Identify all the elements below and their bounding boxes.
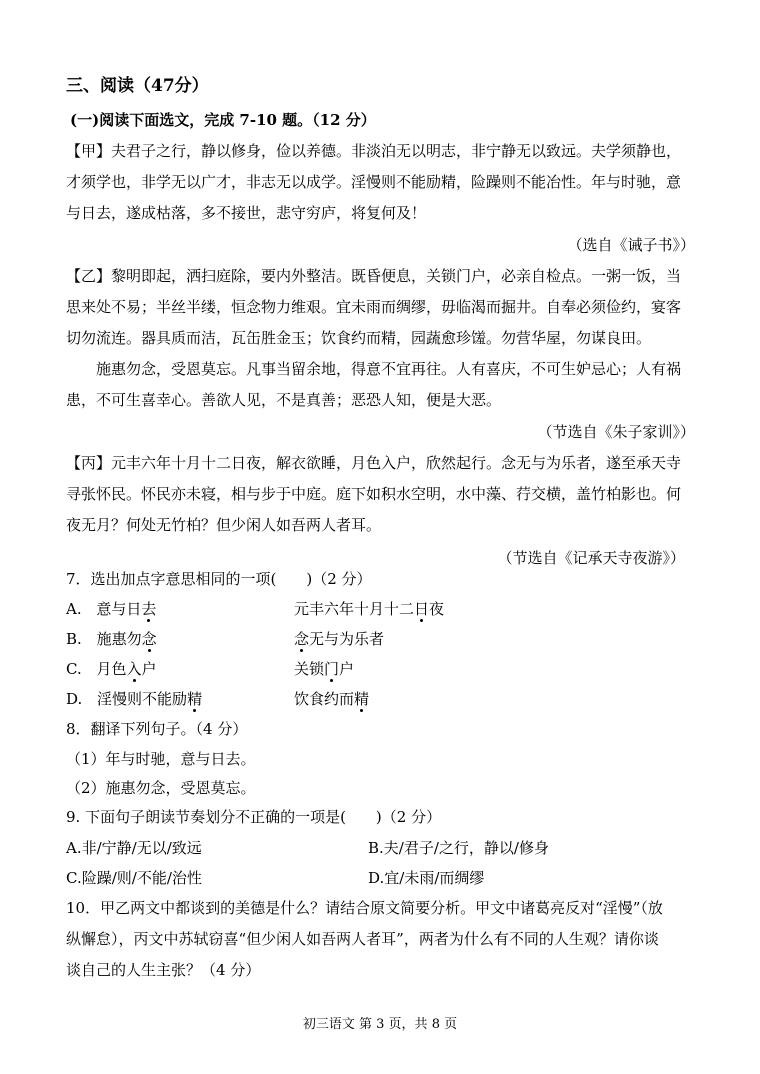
- q10-line-1: 10．甲乙两文中都谈到的美德是什么？请结合原文简要分析。甲文中诸葛亮反对“淫慢”（放: [66, 899, 663, 917]
- option-word-b: [294, 659, 354, 679]
- q7-option-d: [66, 689, 370, 709]
- dotted-char: 去: [141, 600, 157, 618]
- q10-line-2: 纵懈怠），丙文中苏轼窃喜“但少闲人如吾两人者耳”，两者为什么有不同的人生观？请你谈: [66, 930, 659, 948]
- option-label: A.: [66, 600, 82, 618]
- q9-option-b: B.夫/君子/之行，静以/修身: [368, 839, 549, 857]
- word-before: 意与日: [96, 600, 142, 618]
- yi-line-1: 【乙】黎明即起，洒扫庭除，要内外整洁。既昏便息，关锁门户，必亲自检点。一粥一饭，当: [66, 267, 682, 285]
- option-word-a: [97, 660, 157, 678]
- q8-item-1: （1）年与时驰，意与日去。: [66, 750, 256, 768]
- q7-option-c: [66, 659, 355, 679]
- q9-option-c: C.险躁/则/不能/治性: [66, 869, 202, 887]
- option-word-b: [294, 599, 444, 619]
- word-before: 关锁: [294, 660, 325, 678]
- word-after: 户: [339, 660, 355, 678]
- jia-line-1: 【甲】夫君子之行，静以修身，俭以养德。非淡泊无以明志，非宁静无以致远。夫学须静也，: [66, 142, 682, 160]
- section-title: 三、阅读（47分）: [66, 76, 209, 96]
- word-after: 无与为乐者: [309, 630, 385, 648]
- jia-line-2: 才须学也，非学无以广才，非志无以成学。淫慢则不能励精，险躁则不能冶性。年与时驰，意: [66, 173, 682, 191]
- option-word-a: [96, 600, 156, 618]
- q9-option-d: D.宜/未雨/而绸缪: [368, 869, 485, 887]
- word-before: 饮食约而: [294, 690, 355, 708]
- jia-source: （选自《诫子书》）: [567, 236, 695, 254]
- dotted-char: 日: [414, 600, 430, 618]
- q9-option-a: A.非/宁静/无以/致远: [66, 839, 202, 857]
- dotted-char: 精: [187, 690, 203, 708]
- q9-options-row-2: [66, 868, 485, 888]
- q7-stem: 7．选出加点字意思相同的一项( )（2 分）: [66, 570, 372, 588]
- page-footer: 初三语文 第 3 页，共 8 页: [302, 1017, 458, 1032]
- option-word-b: [294, 629, 384, 649]
- bing-line-1: 【丙】元丰六年十月十二日夜，解衣欲睡，月色入户，欣然起行。念无与为乐者，遂至承天寺: [66, 454, 682, 472]
- yi-line-2: 思来处不易；半丝半缕，恒念物力维艰。宜未雨而绸缪，毋临渴而掘井。自奉必须俭约，宴客: [66, 298, 682, 316]
- yi-source: （节选自《朱子家训》）: [537, 423, 695, 441]
- dotted-char: 入: [126, 660, 142, 678]
- q8-item-2: （2）施惠勿念，受恩莫忘。: [66, 779, 256, 797]
- q8-stem: 8．翻译下列句子。（4 分）: [66, 720, 248, 738]
- dotted-char: 门: [324, 660, 340, 678]
- yi-para2-line-1: 施惠勿念，受恩莫忘。凡事当留余地，得意不宜再往。人有喜庆，不可生妒忌心；人有祸: [96, 360, 682, 378]
- jia-line-3: 与日去，遂成枯落，多不接世，悲守穷庐，将复何及！: [66, 204, 427, 222]
- q7-option-a: [66, 599, 445, 619]
- bing-line-2: 寻张怀民。怀民亦未寝，相与步于中庭。庭下如积水空明，水中藻、荇交横，盖竹柏影也。何: [66, 485, 682, 503]
- word-before: 月色: [96, 660, 127, 678]
- bing-source: （节选自《记承天寺夜游》）: [497, 549, 685, 567]
- word-before: 元丰六年十月十二: [294, 600, 415, 618]
- yi-line-3: 切勿流连。器具质而洁，瓦缶胜金玉；饮食约而精，园蔬愈珍馐。勿营华屋，勿谋良田。: [66, 329, 652, 347]
- q7-option-b: [66, 629, 385, 649]
- option-word-a: [97, 690, 202, 708]
- option-label: D.: [66, 690, 83, 708]
- word-before: 施惠勿: [96, 630, 142, 648]
- q10-line-3: 谈自己的人生主张？（4 分）: [66, 961, 261, 979]
- option-label: B.: [66, 630, 82, 648]
- bing-line-3: 夜无月？何处无竹柏？但少闲人如吾两人者耳。: [66, 516, 382, 534]
- option-word-b: [294, 689, 369, 709]
- dotted-char: 精: [354, 690, 370, 708]
- word-before: 淫慢则不能励: [97, 690, 188, 708]
- q9-stem: 9. 下面句子朗读节奏划分不正确的一项是( )（2 分）: [66, 808, 442, 826]
- dotted-char: 念: [141, 630, 157, 648]
- option-label: C.: [66, 660, 82, 678]
- q9-options-row-1: [66, 838, 549, 858]
- dotted-char: 念: [294, 630, 310, 648]
- word-after: 户: [141, 660, 157, 678]
- part-intro: (一)阅读下面选文，完成 7-10 题。（12 分）: [70, 111, 376, 129]
- word-after: 夜: [429, 600, 445, 618]
- option-word-a: [97, 630, 157, 648]
- yi-para2-line-2: 患，不可生喜幸心。善欲人见，不是真善；恶恐人知，便是大恶。: [66, 391, 502, 409]
